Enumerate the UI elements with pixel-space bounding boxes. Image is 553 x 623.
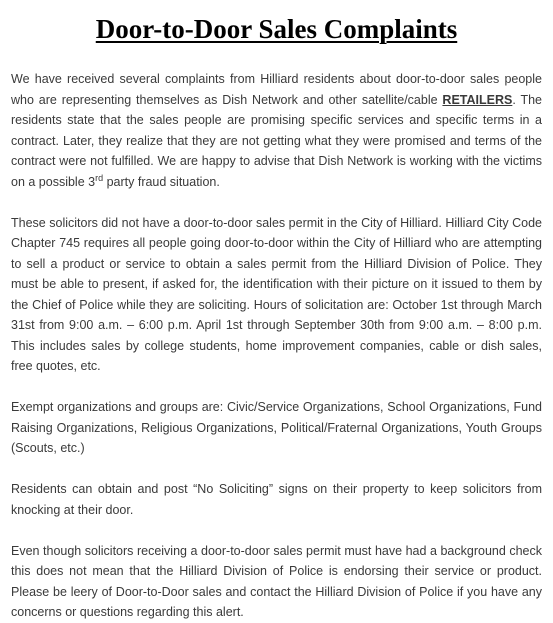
paragraph-exempt-organizations: Exempt organizations and groups are: Civic/Service Organizations, School Organizations, Fund Raising Organizations, Religious Organizations, Political/Fraternal Organizations, Youth Groups (Scouts, etc.) — [11, 400, 542, 455]
paragraph-complaints — [11, 69, 542, 192]
paragraph-complaints-text-2: . The residents state that the sales people are promising specific services and specific terms in a contract. Later, they realize that they are not getting what they were promised and terms of the contract were not fulfilled. We are happy to advise that Dish Network is working with the victims on a possible 3 — [11, 92, 542, 189]
paragraph-permit-requirements: These solicitors did not have a door-to-door sales permit in the City of Hilliard. Hilliard City Code Chapter 745 requires all people going door-to-door within the City of Hilliard who are attempting to sell a product or service to obtain a sales permit from the Hilliard Division of Police. They must be able to present, if asked for, the identification with their picture on it issued to them by the Chief of Police while they are soliciting. Hours of solicitation are: October 1st through March 31st from 9:00 a.m. – 6:00 p.m. April 1st through September 30th from 9:00 a.m. – 8:00 p.m. This includes sales by college students, home improvement companies, cable or dish sales, free quotes, etc. — [11, 215, 542, 373]
paragraph-no-soliciting-signs: Residents can obtain and post “No Soliciting” signs on their property to keep solicitors from knocking at their door. — [11, 482, 542, 517]
retailers-link[interactable]: RETAILERS — [442, 92, 513, 107]
page-title-text: Door-to-Door Sales Complaints — [95, 14, 458, 44]
page-title — [11, 0, 542, 48]
ordinal-superscript: rd — [95, 172, 104, 183]
paragraph-complaints-text-3: party fraud situation. — [103, 174, 220, 189]
paragraph-background-check: Even though solicitors receiving a door-to-door sales permit must have had a background check this does not mean that the Hilliard Division of Police is endorsing their service or product. Please be leery of Door-to-Door sales and contact the Hilliard Division of Police if you have any concerns or questions regarding this alert. — [11, 543, 542, 619]
paragraph-complaints-text-1: We have received several complaints from Hilliard residents about door-to-door sales people who are representing themselves as Dish Network and other satellite/cable — [11, 72, 542, 107]
document-body — [11, 69, 542, 623]
